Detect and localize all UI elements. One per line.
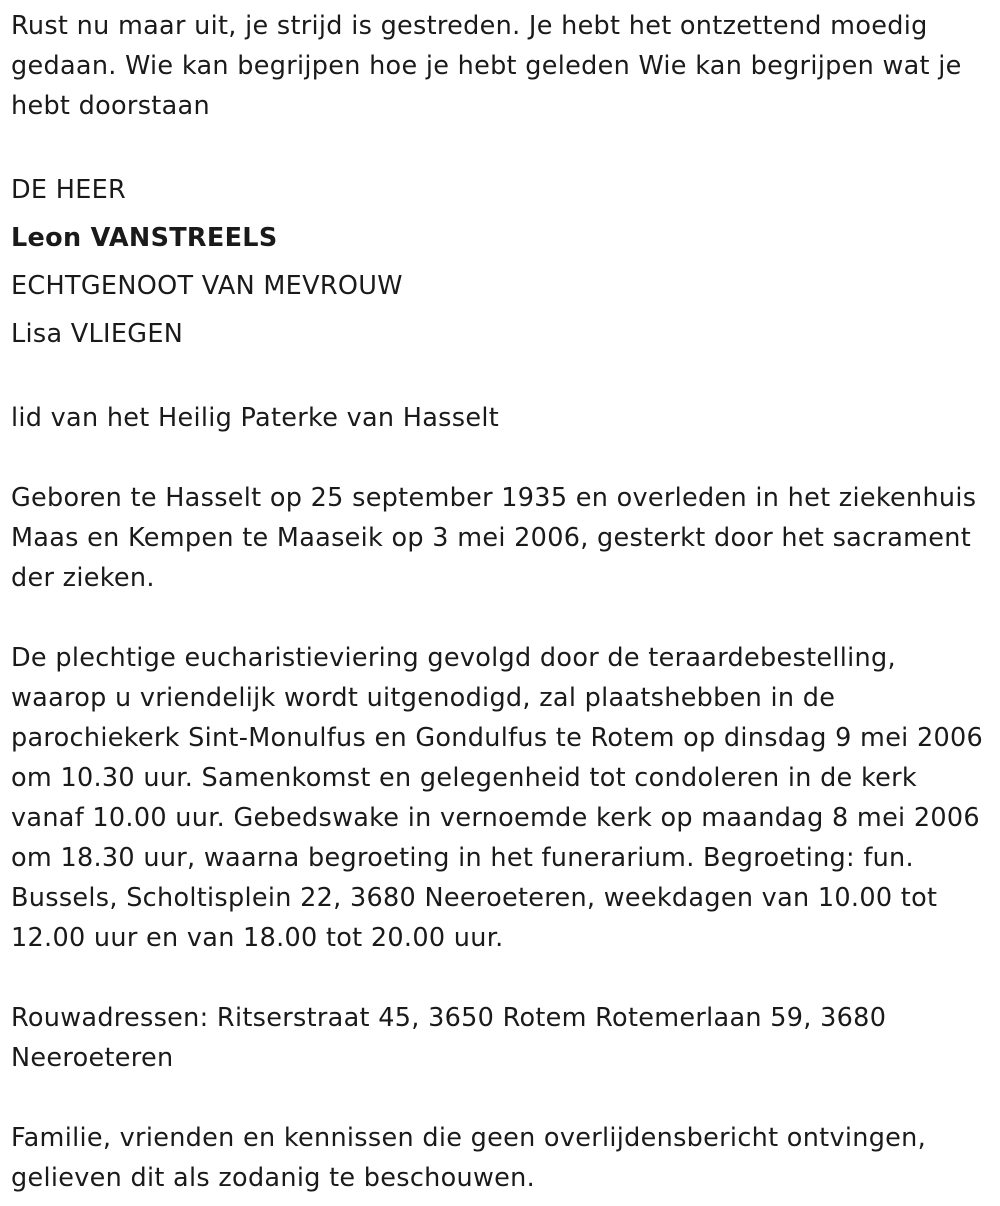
spouse-name: Lisa VLIEGEN bbox=[11, 319, 184, 349]
deceased-block bbox=[11, 166, 991, 358]
ceremony-text: De plechtige eucharistieviering gevolgd door de teraardebestelling, waarop u vriendelijk wordt uitgenodigd, zal plaatshebben in de parochiekerk Sint-Monulfus en Gondulfus te Rotem op dinsdag 9 mei 2006 om 10.30 uur. Samenkomst en gelegenheid tot condoleren in de kerk vanaf 10.00 uur. Gebedswake in vernoemde kerk op maandag 8 mei 2006 om 18.30 uur, waarna begroeting in het funerarium. Begroeting: fun. Bussels, Scholtisplein 22, 3680 Neeroeteren, weekdagen van 10.00 tot 12.00 uur en van 18.00 tot 20.00 uur. bbox=[11, 643, 984, 953]
deceased-name: Leon VANSTREELS bbox=[11, 223, 278, 253]
spouse-title: ECHTGENOOT VAN MEVROUW bbox=[11, 271, 403, 301]
mourning-addresses: Rouwadressen: Ritserstraat 45, 3650 Rotem Rotemerlaan 59, 3680 Neeroeteren bbox=[11, 1003, 887, 1073]
membership-text: lid van het Heilig Paterke van Hasselt bbox=[11, 403, 500, 433]
deceased-title: DE HEER bbox=[11, 175, 127, 205]
opening-verse: Rust nu maar uit, je strijd is gestreden. Je hebt het ontzettend moedig gedaan. Wie kan begrijpen hoe je hebt geleden Wie kan begrijpen wat je hebt doorstaan bbox=[11, 11, 962, 121]
obituary-document bbox=[11, 6, 991, 1198]
closing-note: Familie, vrienden en kennissen die geen overlijdensbericht ontvingen, gelieven dit als zodanig te beschouwen. bbox=[11, 1123, 927, 1193]
birth-death-text: Geboren te Hasselt op 25 september 1935 en overleden in het ziekenhuis Maas en Kempen te Maaseik op 3 mei 2006, gesterkt door het sacrament der zieken. bbox=[11, 483, 977, 593]
